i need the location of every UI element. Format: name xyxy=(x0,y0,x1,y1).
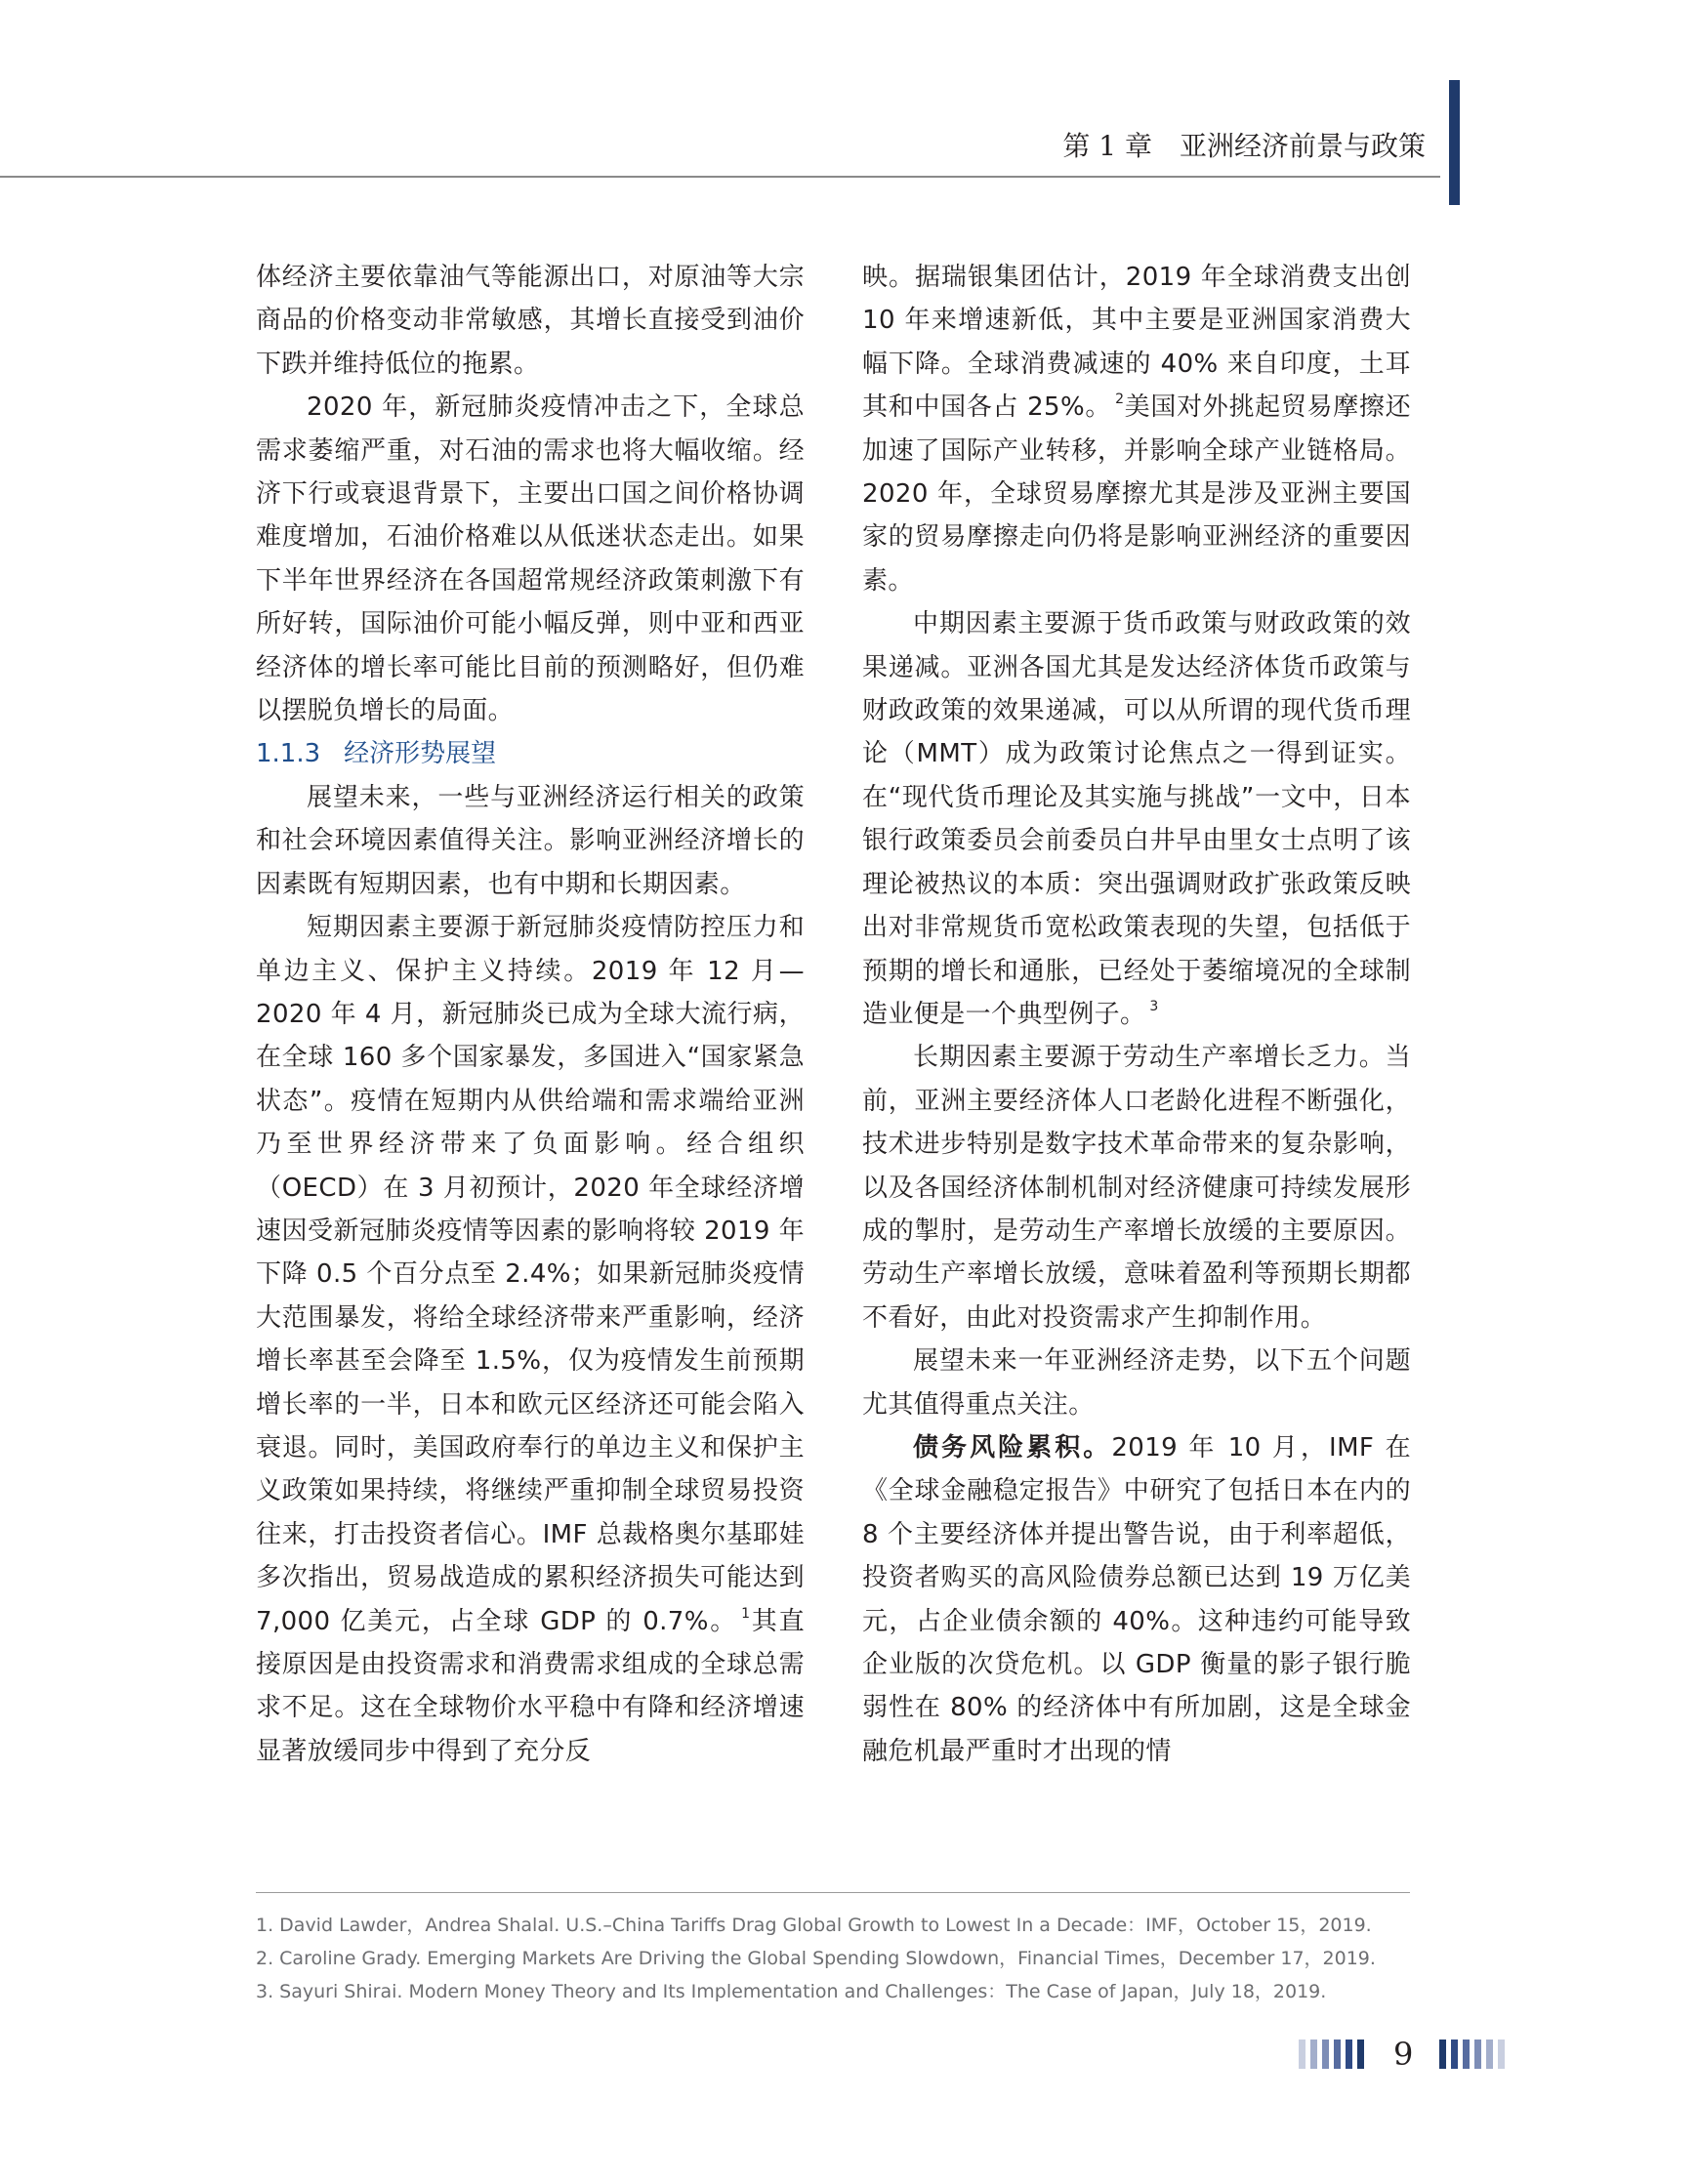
section-number: 1.1.3 xyxy=(256,739,321,769)
paragraph-text: 短期因素主要源于新冠肺炎疫情防控压力和单边主义、保护主义持续。2019 年 12 月—2020 年 4 月，新冠肺炎已成为全球大流行病，在全球 160 多个国家暴发，多国进入“国家紧急状态”。疫情在短期内从供给端和需求端给亚洲乃至世界经济带来了负面影响。经合组织（OECD）在 3 月初预计，2020 年全球经济增速因受新冠肺炎疫情等因素的影响将较 2019 年下降 0.5 个百分点至 2.4%；如果新冠肺炎疫情大范围暴发，将给全球经济带来严重影响，经济增长率甚至会降至 1.5%，仅为疫情发生前预期增长率的一半，日本和欧元区经济还可能会陷入衰退。同时，美国政府奉行的单边主义和保护主义政策如果持续，将继续严重抑制全球贸易投资往来，打击投资者信心。IMF 总裁格奥尔基耶娃多次指出，贸易战造成的累积经济损失可能达到 7,000 亿美元，占全球 GDP 的 0.7%。 xyxy=(256,913,805,1636)
footnote: 1. David Lawder，Andrea Shalal. U.S.–China Tariffs Drag Global Growth to Lowest In a Decade：IMF，October 15，2019. xyxy=(256,1915,1372,1936)
section-title: 经济形势展望 xyxy=(344,739,497,769)
page-number-decoration-right xyxy=(1439,2040,1505,2069)
footnotes xyxy=(256,1909,1428,2008)
right-column xyxy=(862,256,1411,1773)
paragraph-text: 其直接原因是由投资需求和消费需求组成的全球总需求不足。这在全球物价水平稳中有降和经济增速显著放缓同步中得到了充分反 xyxy=(256,1606,805,1766)
paragraph xyxy=(862,602,1411,1036)
paragraph: 体经济主要依靠油气等能源出口，对原油等大宗商品的价格变动非常敏感，其增长直接受到油价下跌并维持低位的拖累。 xyxy=(256,263,805,379)
paragraph-text: 映。据瑞银集团估计，2019 年全球消费支出创 10 年来增速新低，其中主要是亚洲国家消费大幅下降。全球消费减速的 40% 来自印度，土耳其和中国各占 25%。 xyxy=(862,263,1411,423)
paragraph: 长期因素主要源于劳动生产率增长乏力。当前，亚洲主要经济体人口老龄化进程不断强化，技术进步特别是数字技术革命带来的复杂影响，以及各国经济体制机制对经济健康可持续发展形成的掣肘，是劳动生产率增长放缓的主要原因。劳动生产率增长放缓，意味着盈利等预期长期都不看好，由此对投资需求产生抑制作用。 xyxy=(862,1043,1411,1333)
left-column xyxy=(256,256,805,1773)
paragraph-text: 2019 年 10 月，IMF 在《全球金融稳定报告》中研究了包括日本在内的 8 个主要经济体并提出警告说，由于利率超低，投资者购买的高风险债券总额已达到 19 万亿美元，占企业债余额的 40%。这种违约可能导致企业版的次贷危机。以 GDP 衡量的影子银行脆弱性在 80% 的经济体中有所加剧，这是全球金融危机最严重时才出现的情 xyxy=(862,1432,1411,1766)
footnote-ref: 1 xyxy=(741,1605,751,1622)
paragraph xyxy=(862,256,1411,602)
header-accent-bar xyxy=(1449,80,1460,205)
paragraph: 展望未来一年亚洲经济走势，以下五个问题尤其值得重点关注。 xyxy=(862,1346,1411,1420)
paragraph xyxy=(862,1426,1411,1773)
section-heading xyxy=(256,732,805,775)
page-number-decoration-left xyxy=(1299,2040,1364,2069)
header-rule xyxy=(0,176,1440,178)
page-number: 9 xyxy=(1393,2036,1414,2073)
chapter-header: 第 1 章 亚洲经济前景与政策 xyxy=(1062,130,1426,162)
footnote-ref: 2 xyxy=(1115,391,1125,408)
footnote-ref: 3 xyxy=(1149,998,1159,1014)
paragraph-text: 中期因素主要源于货币政策与财政政策的效果递减。亚洲各国尤其是发达经济体货币政策与财政政策的效果递减，可以从所谓的现代货币理论（MMT）成为政策讨论焦点之一得到证实。在“现代货币理论及其实施与挑战”一文中，日本银行政策委员会前委员白井早由里女士点明了该理论被热议的本质：突出强调财政扩张政策反映出对非常规货币宽松政策表现的失望，包括低于预期的增长和通胀，已经处于萎缩境况的全球制造业便是一个典型例子。 xyxy=(862,609,1411,1029)
paragraph: 2020 年，新冠肺炎疫情冲击之下，全球总需求萎缩严重，对石油的需求也将大幅收缩。经济下行或衰退背景下，主要出口国之间价格协调难度增加，石油价格难以从低迷状态走出。如果下半年世界经济在各国超常规经济政策刺激下有所好转，国际油价可能小幅反弹，则中亚和西亚经济体的增长率可能比目前的预测略好，但仍难以摆脱负增长的局面。 xyxy=(256,392,805,726)
paragraph xyxy=(256,906,805,1773)
footnote-rule xyxy=(256,1892,1410,1893)
paragraph-text: 美国对外挑起贸易摩擦还加速了国际产业转移，并影响全球产业链格局。2020 年，全球贸易摩擦尤其是涉及亚洲主要国家的贸易摩擦走向仍将是影响亚洲经济的重要因素。 xyxy=(862,392,1411,596)
paragraph: 展望未来，一些与亚洲经济运行相关的政策和社会环境因素值得关注。影响亚洲经济增长的因素既有短期因素，也有中期和长期因素。 xyxy=(256,782,805,899)
footnote: 3. Sayuri Shirai. Modern Money Theory and Its Implementation and Challenges：The Case of Japan，July 18，2019. xyxy=(256,1981,1327,2002)
footnote: 2. Caroline Grady. Emerging Markets Are Driving the Global Spending Slowdown，Financial Times，December 17，2019. xyxy=(256,1948,1376,1969)
bold-lead: 债务风险累积。 xyxy=(913,1432,1112,1463)
